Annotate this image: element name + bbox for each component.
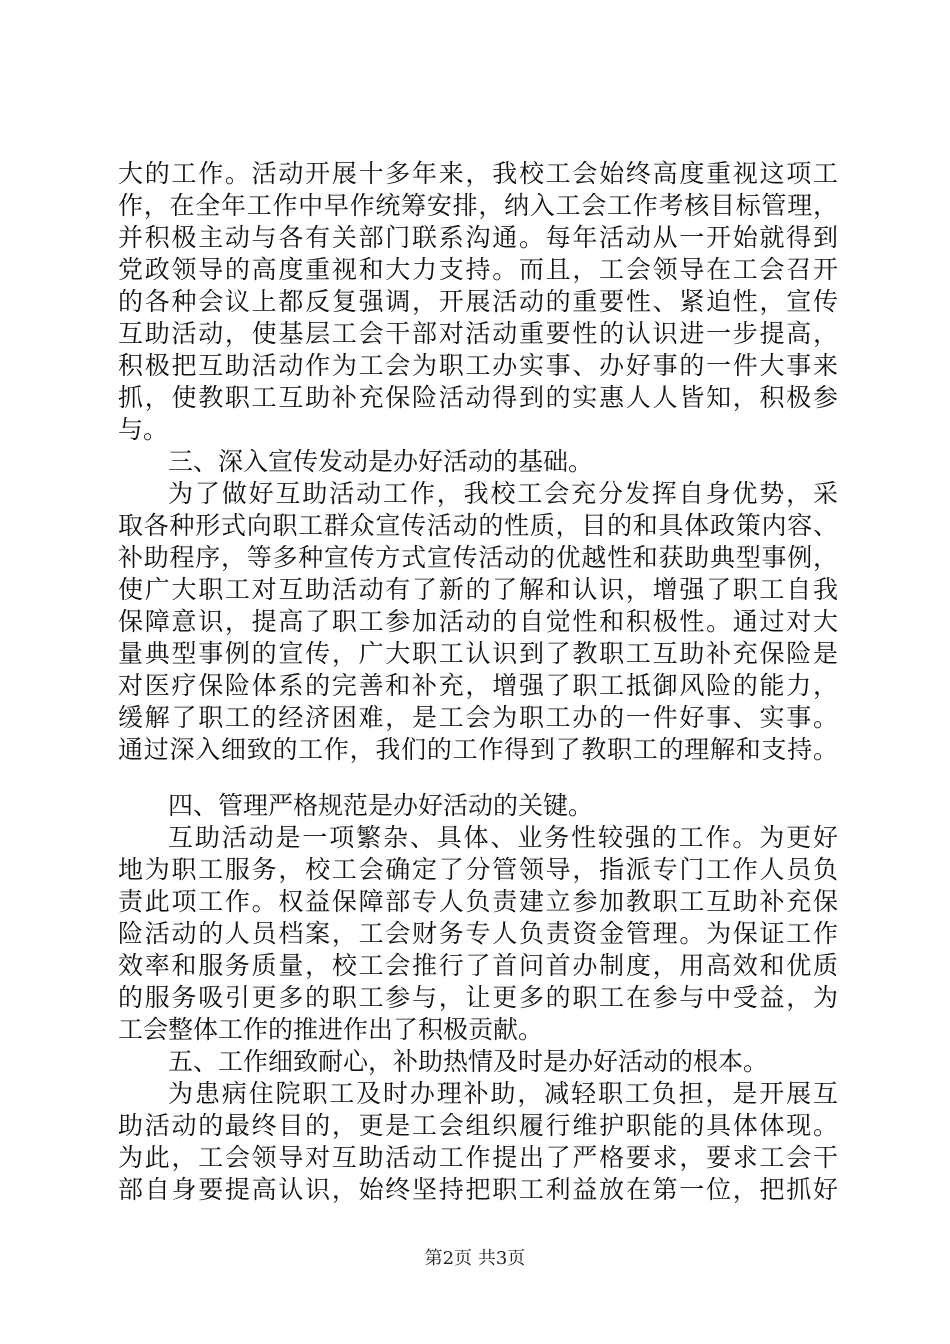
section-heading: 四、管理严格规范是办好活动的关键。 — [168, 791, 594, 820]
text-line: 对医疗保险体系的完善和补充，增强了职工抵御风险的能力， — [118, 671, 838, 700]
text-line: 责此项工作。权益保障部专人负责建立参加教职工互助补充保 — [118, 887, 838, 916]
text-line: 补助程序，等多种宣传方式宣传活动的优越性和获助典型事例， — [118, 543, 838, 572]
text-line: 的各种会议上都反复强调，开展活动的重要性、紧迫性，宣传 — [118, 287, 838, 316]
text-line: 作，在全年工作中早作统筹安排，纳入工会工作考核目标管理， — [118, 191, 838, 220]
text-line: 缓解了职工的经济困难，是工会为职工办的一件好事、实事。 — [118, 703, 838, 732]
text-line: 助活动的最终目的，更是工会组织履行维护职能的具体体现。 — [118, 1111, 838, 1140]
paragraph-first-line: 为了做好互助活动工作，我校工会充分发挥自身优势，采 — [168, 479, 838, 508]
text-line: 保障意识，提高了职工参加活动的自觉性和积极性。通过对大 — [118, 607, 838, 636]
text-line: 积极把互助活动作为工会为职工办实事、办好事的一件大事来 — [118, 351, 838, 380]
text-line: 地为职工服务，校工会确定了分管领导，指派专门工作人员负 — [118, 855, 838, 884]
text-line: 为此，工会领导对互助活动工作提出了严格要求，要求工会干 — [118, 1143, 838, 1172]
text-line: 取各种形式向职工群众宣传活动的性质，目的和具体政策内容、 — [118, 511, 838, 540]
text-line: 使广大职工对互助活动有了新的了解和认识，增强了职工自我 — [118, 575, 838, 604]
paragraph-first-line: 为患病住院职工及时办理补助，减轻职工负担，是开展互 — [168, 1079, 838, 1108]
text-line: 通过深入细致的工作，我们的工作得到了教职工的理解和支持。 — [118, 735, 838, 764]
text-line: 大的工作。活动开展十多年来，我校工会始终高度重视这项工 — [118, 159, 838, 188]
text-line: 效率和服务质量，校工会推行了首问首办制度，用高效和优质 — [118, 951, 838, 980]
text-line: 工会整体工作的推进作出了积极贡献。 — [118, 1015, 544, 1044]
text-line: 并积极主动与各有关部门联系沟通。每年活动从一开始就得到 — [118, 223, 838, 252]
text-line: 的服务吸引更多的职工参与，让更多的职工在参与中受益，为 — [118, 983, 838, 1012]
section-heading: 五、工作细致耐心，补助热情及时是办好活动的根本。 — [168, 1047, 769, 1076]
text-line: 抓，使教职工互助补充保险活动得到的实惠人人皆知，积极参 — [118, 383, 838, 412]
page-footer — [0, 1244, 950, 1270]
paragraph-gap — [118, 766, 838, 790]
document-body — [118, 158, 838, 1206]
text-line: 与。 — [118, 415, 169, 444]
text-line: 党政领导的高度重视和大力支持。而且，工会领导在工会召开 — [118, 255, 838, 284]
section-heading: 三、深入宣传发动是办好活动的基础。 — [168, 447, 594, 476]
page-number-label: 第2页 共3页 — [424, 1248, 526, 1269]
text-line: 量典型事例的宣传，广大职工认识到了教职工互助补充保险是 — [118, 639, 838, 668]
text-line: 部自身要提高认识，始终坚持把职工利益放在第一位，把抓好 — [118, 1175, 838, 1204]
paragraph-first-line: 互助活动是一项繁杂、具体、业务性较强的工作。为更好 — [168, 823, 838, 852]
text-line: 险活动的人员档案，工会财务专人负责资金管理。为保证工作 — [118, 919, 838, 948]
text-line: 互助活动，使基层工会干部对活动重要性的认识进一步提高， — [118, 319, 838, 348]
